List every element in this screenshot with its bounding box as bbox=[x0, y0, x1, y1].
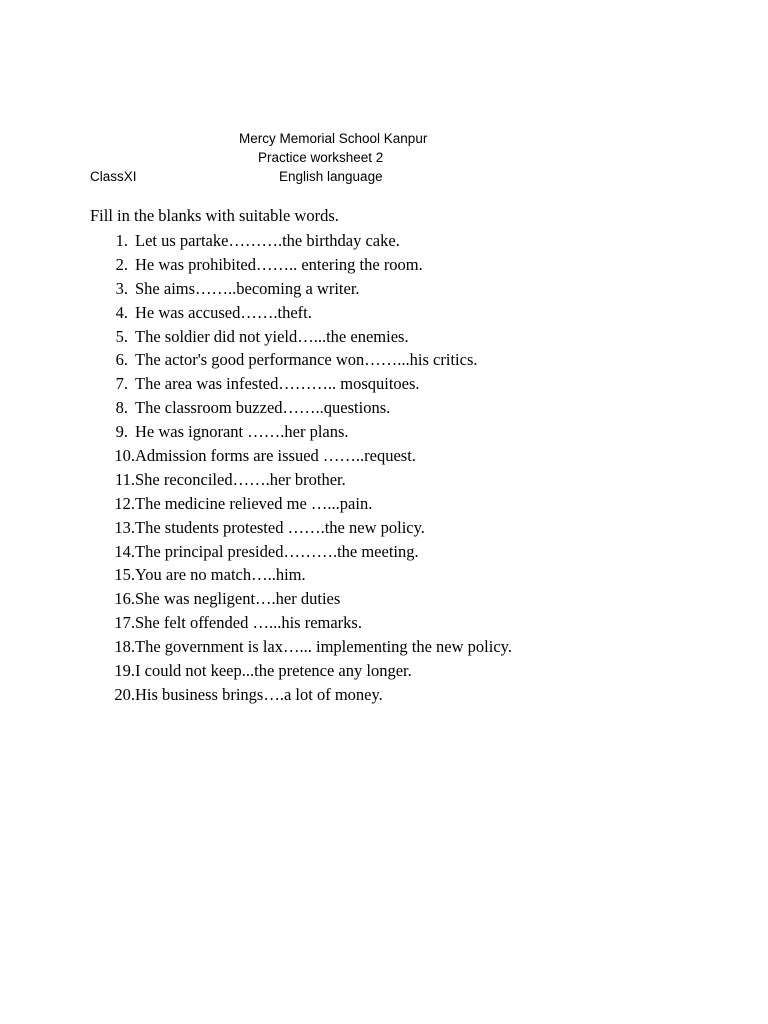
question-item bbox=[90, 397, 512, 421]
question-text: The soldier did not yield…...the enemies. bbox=[135, 326, 409, 346]
question-number: 11. bbox=[114, 469, 135, 489]
question-number: 12. bbox=[114, 493, 135, 513]
question-item bbox=[90, 349, 512, 373]
question-text: She felt offended …...his remarks. bbox=[135, 613, 362, 633]
question-item bbox=[90, 278, 512, 302]
question-text: The classroom buzzed……..questions. bbox=[135, 398, 391, 418]
question-number: 19. bbox=[114, 661, 135, 681]
question-item bbox=[90, 326, 512, 350]
question-item bbox=[90, 373, 512, 397]
question-text: The medicine relieved me …...pain. bbox=[135, 493, 373, 513]
question-item bbox=[90, 230, 512, 254]
question-item bbox=[90, 660, 512, 684]
question-text: He was ignorant …….her plans. bbox=[135, 422, 349, 442]
question-number: 3. bbox=[115, 278, 128, 298]
question-number: 13. bbox=[114, 517, 135, 537]
question-item bbox=[90, 445, 512, 469]
instruction-text: Fill in the blanks with suitable words. bbox=[90, 206, 339, 225]
question-number: 6. bbox=[115, 350, 128, 370]
school-name: Mercy Memorial School Kanpur bbox=[239, 131, 428, 146]
question-item bbox=[90, 636, 512, 660]
question-text: The government is lax…... implementing the new policy. bbox=[135, 637, 512, 657]
class-label: ClassXI bbox=[90, 169, 137, 184]
question-text: Admission forms are issued ……..request. bbox=[135, 446, 416, 466]
question-text: She was negligent….her duties bbox=[135, 589, 341, 609]
question-text: I could not keep...the pretence any longer. bbox=[135, 661, 412, 681]
question-item bbox=[90, 588, 512, 612]
question-number: 7. bbox=[115, 374, 128, 394]
question-number: 18. bbox=[114, 637, 135, 657]
question-number: 14. bbox=[114, 541, 135, 561]
question-item bbox=[90, 517, 512, 541]
question-text: The area was infested……….. mosquitoes. bbox=[135, 374, 420, 394]
question-text: You are no match…..him. bbox=[135, 565, 306, 585]
question-number: 2. bbox=[115, 254, 128, 274]
worksheet-title: Practice worksheet 2 bbox=[258, 150, 384, 165]
question-text: The principal presided……….the meeting. bbox=[135, 541, 419, 561]
question-text: His business brings….a lot of money. bbox=[135, 684, 383, 704]
question-item bbox=[90, 493, 512, 517]
question-text: The students protested …….the new policy. bbox=[135, 517, 425, 537]
question-text: He was prohibited…….. entering the room. bbox=[135, 254, 423, 274]
question-item bbox=[90, 684, 512, 708]
question-item bbox=[90, 469, 512, 493]
question-number: 16. bbox=[114, 589, 135, 609]
question-number: 5. bbox=[115, 326, 128, 346]
question-number: 1. bbox=[115, 231, 128, 250]
question-item bbox=[90, 254, 512, 278]
question-text: The actor's good performance won……...his critics. bbox=[135, 350, 478, 370]
question-item bbox=[90, 421, 512, 445]
question-number: 4. bbox=[115, 302, 128, 322]
question-list bbox=[90, 230, 512, 708]
question-number: 20. bbox=[114, 684, 135, 704]
question-text: Let us partake……….the birthday cake. bbox=[135, 231, 400, 250]
question-number: 15. bbox=[114, 565, 135, 585]
question-item bbox=[90, 541, 512, 565]
question-number: 10. bbox=[114, 446, 135, 466]
question-item bbox=[90, 612, 512, 636]
question-number: 9. bbox=[115, 422, 128, 442]
question-item bbox=[90, 564, 512, 588]
question-text: She reconciled…….her brother. bbox=[135, 469, 346, 489]
question-text: She aims……..becoming a writer. bbox=[135, 278, 360, 298]
question-number: 17. bbox=[114, 613, 135, 633]
question-text: He was accused…….theft. bbox=[135, 302, 312, 322]
question-number: 8. bbox=[115, 398, 128, 418]
question-item bbox=[90, 302, 512, 326]
subject-label: English language bbox=[279, 169, 383, 184]
